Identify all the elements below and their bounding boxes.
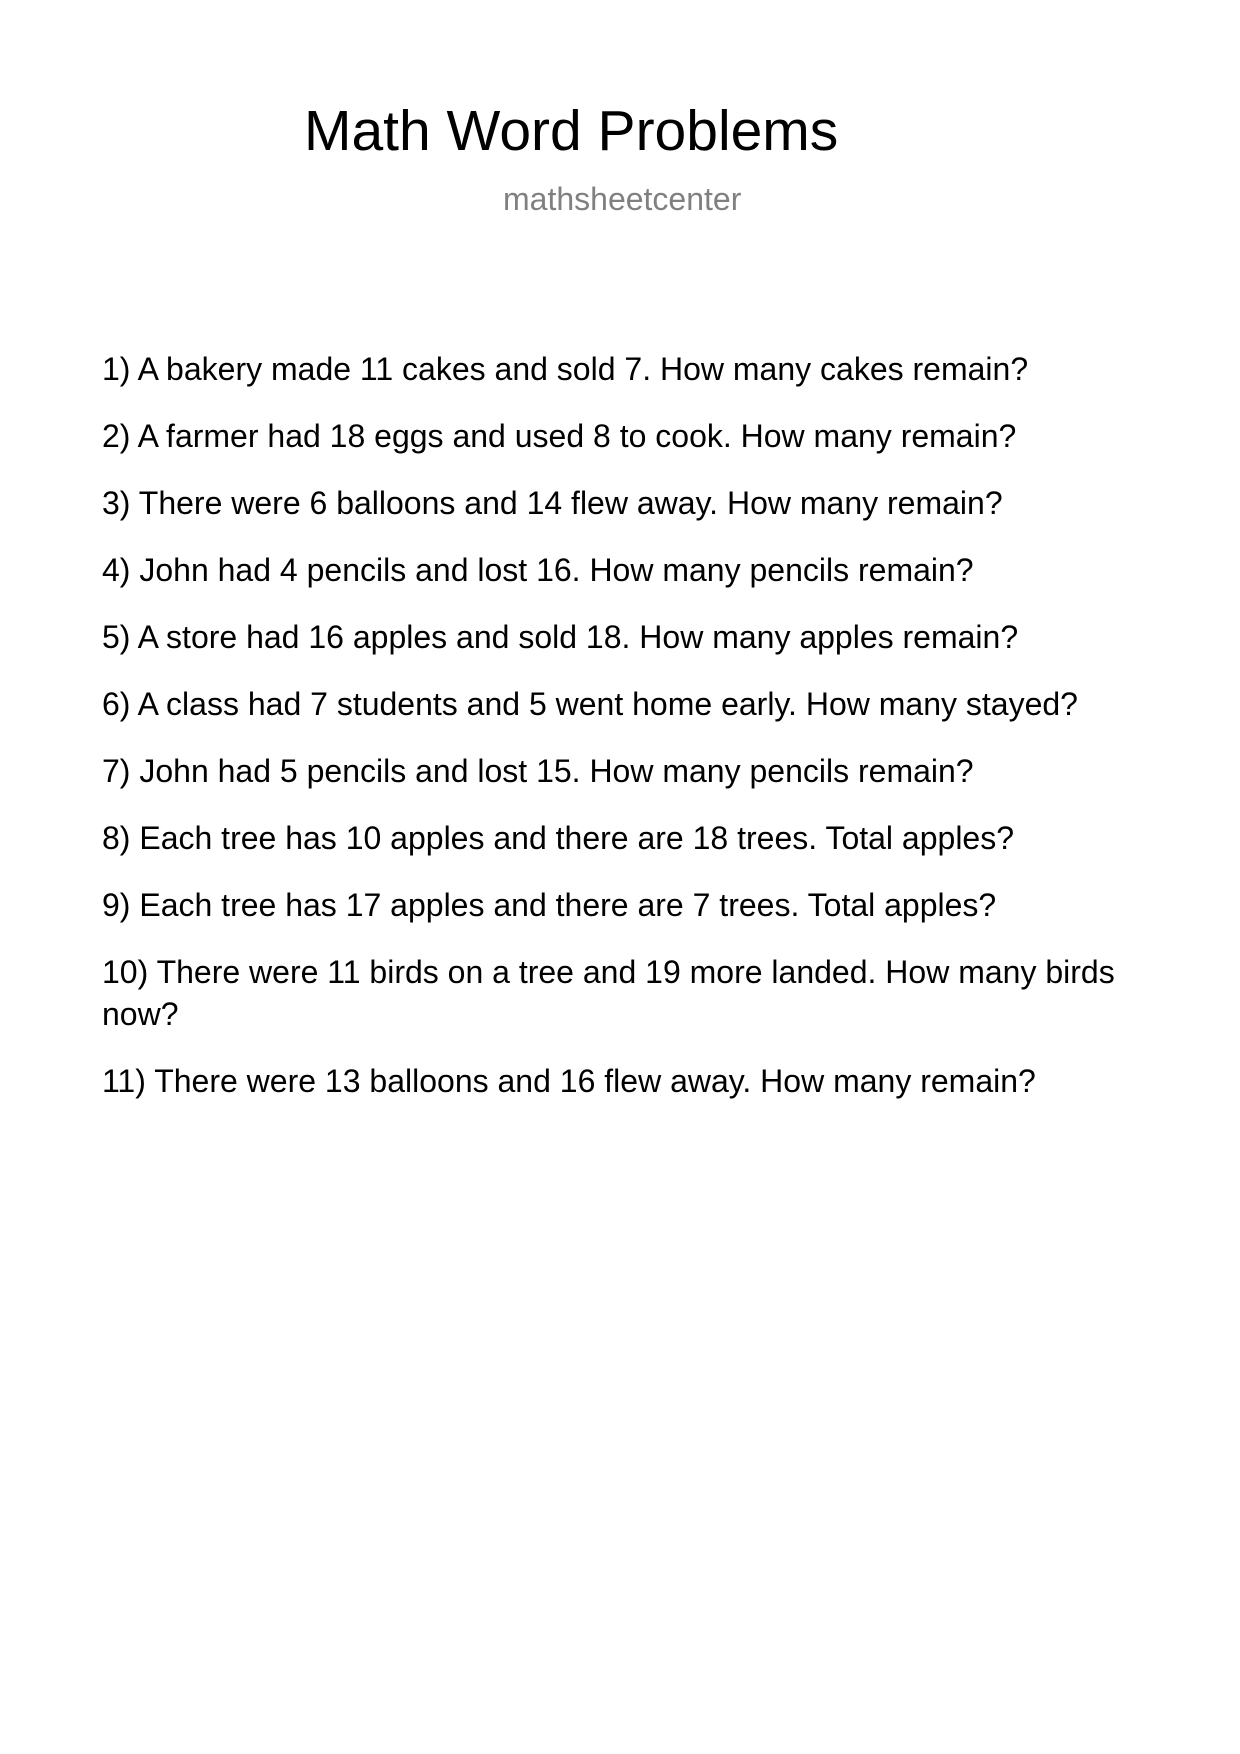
problem-item-7: 7) John had 5 pencils and lost 15. How many pencils remain? bbox=[102, 753, 974, 789]
problem-item-3: 3) There were 6 balloons and 14 flew away. How many remain? bbox=[102, 485, 1003, 521]
page-subtitle: mathsheetcenter bbox=[503, 181, 742, 217]
problem-item-11: 11) There were 13 balloons and 16 flew away. How many remain? bbox=[102, 1063, 1036, 1099]
problem-item-2: 2) A farmer had 18 eggs and used 8 to cook. How many remain? bbox=[102, 418, 1017, 454]
problem-item-6: 6) A class had 7 students and 5 went home early. How many stayed? bbox=[102, 686, 1078, 722]
problem-item-8: 8) Each tree has 10 apples and there are 18 trees. Total apples? bbox=[102, 820, 1015, 856]
problem-list bbox=[102, 348, 1142, 1127]
problem-item-10: 10) There were 11 birds on a tree and 19 more landed. How many birds now? bbox=[102, 954, 1115, 1032]
page-title: Math Word Problems bbox=[304, 99, 839, 163]
problem-item-9: 9) Each tree has 17 apples and there are 7 trees. Total apples? bbox=[102, 887, 997, 923]
problem-item-5: 5) A store had 16 apples and sold 18. How many apples remain? bbox=[102, 619, 1019, 655]
problem-item-4: 4) John had 4 pencils and lost 16. How many pencils remain? bbox=[102, 552, 974, 588]
problem-item-1: 1) A bakery made 11 cakes and sold 7. How many cakes remain? bbox=[102, 351, 1029, 387]
